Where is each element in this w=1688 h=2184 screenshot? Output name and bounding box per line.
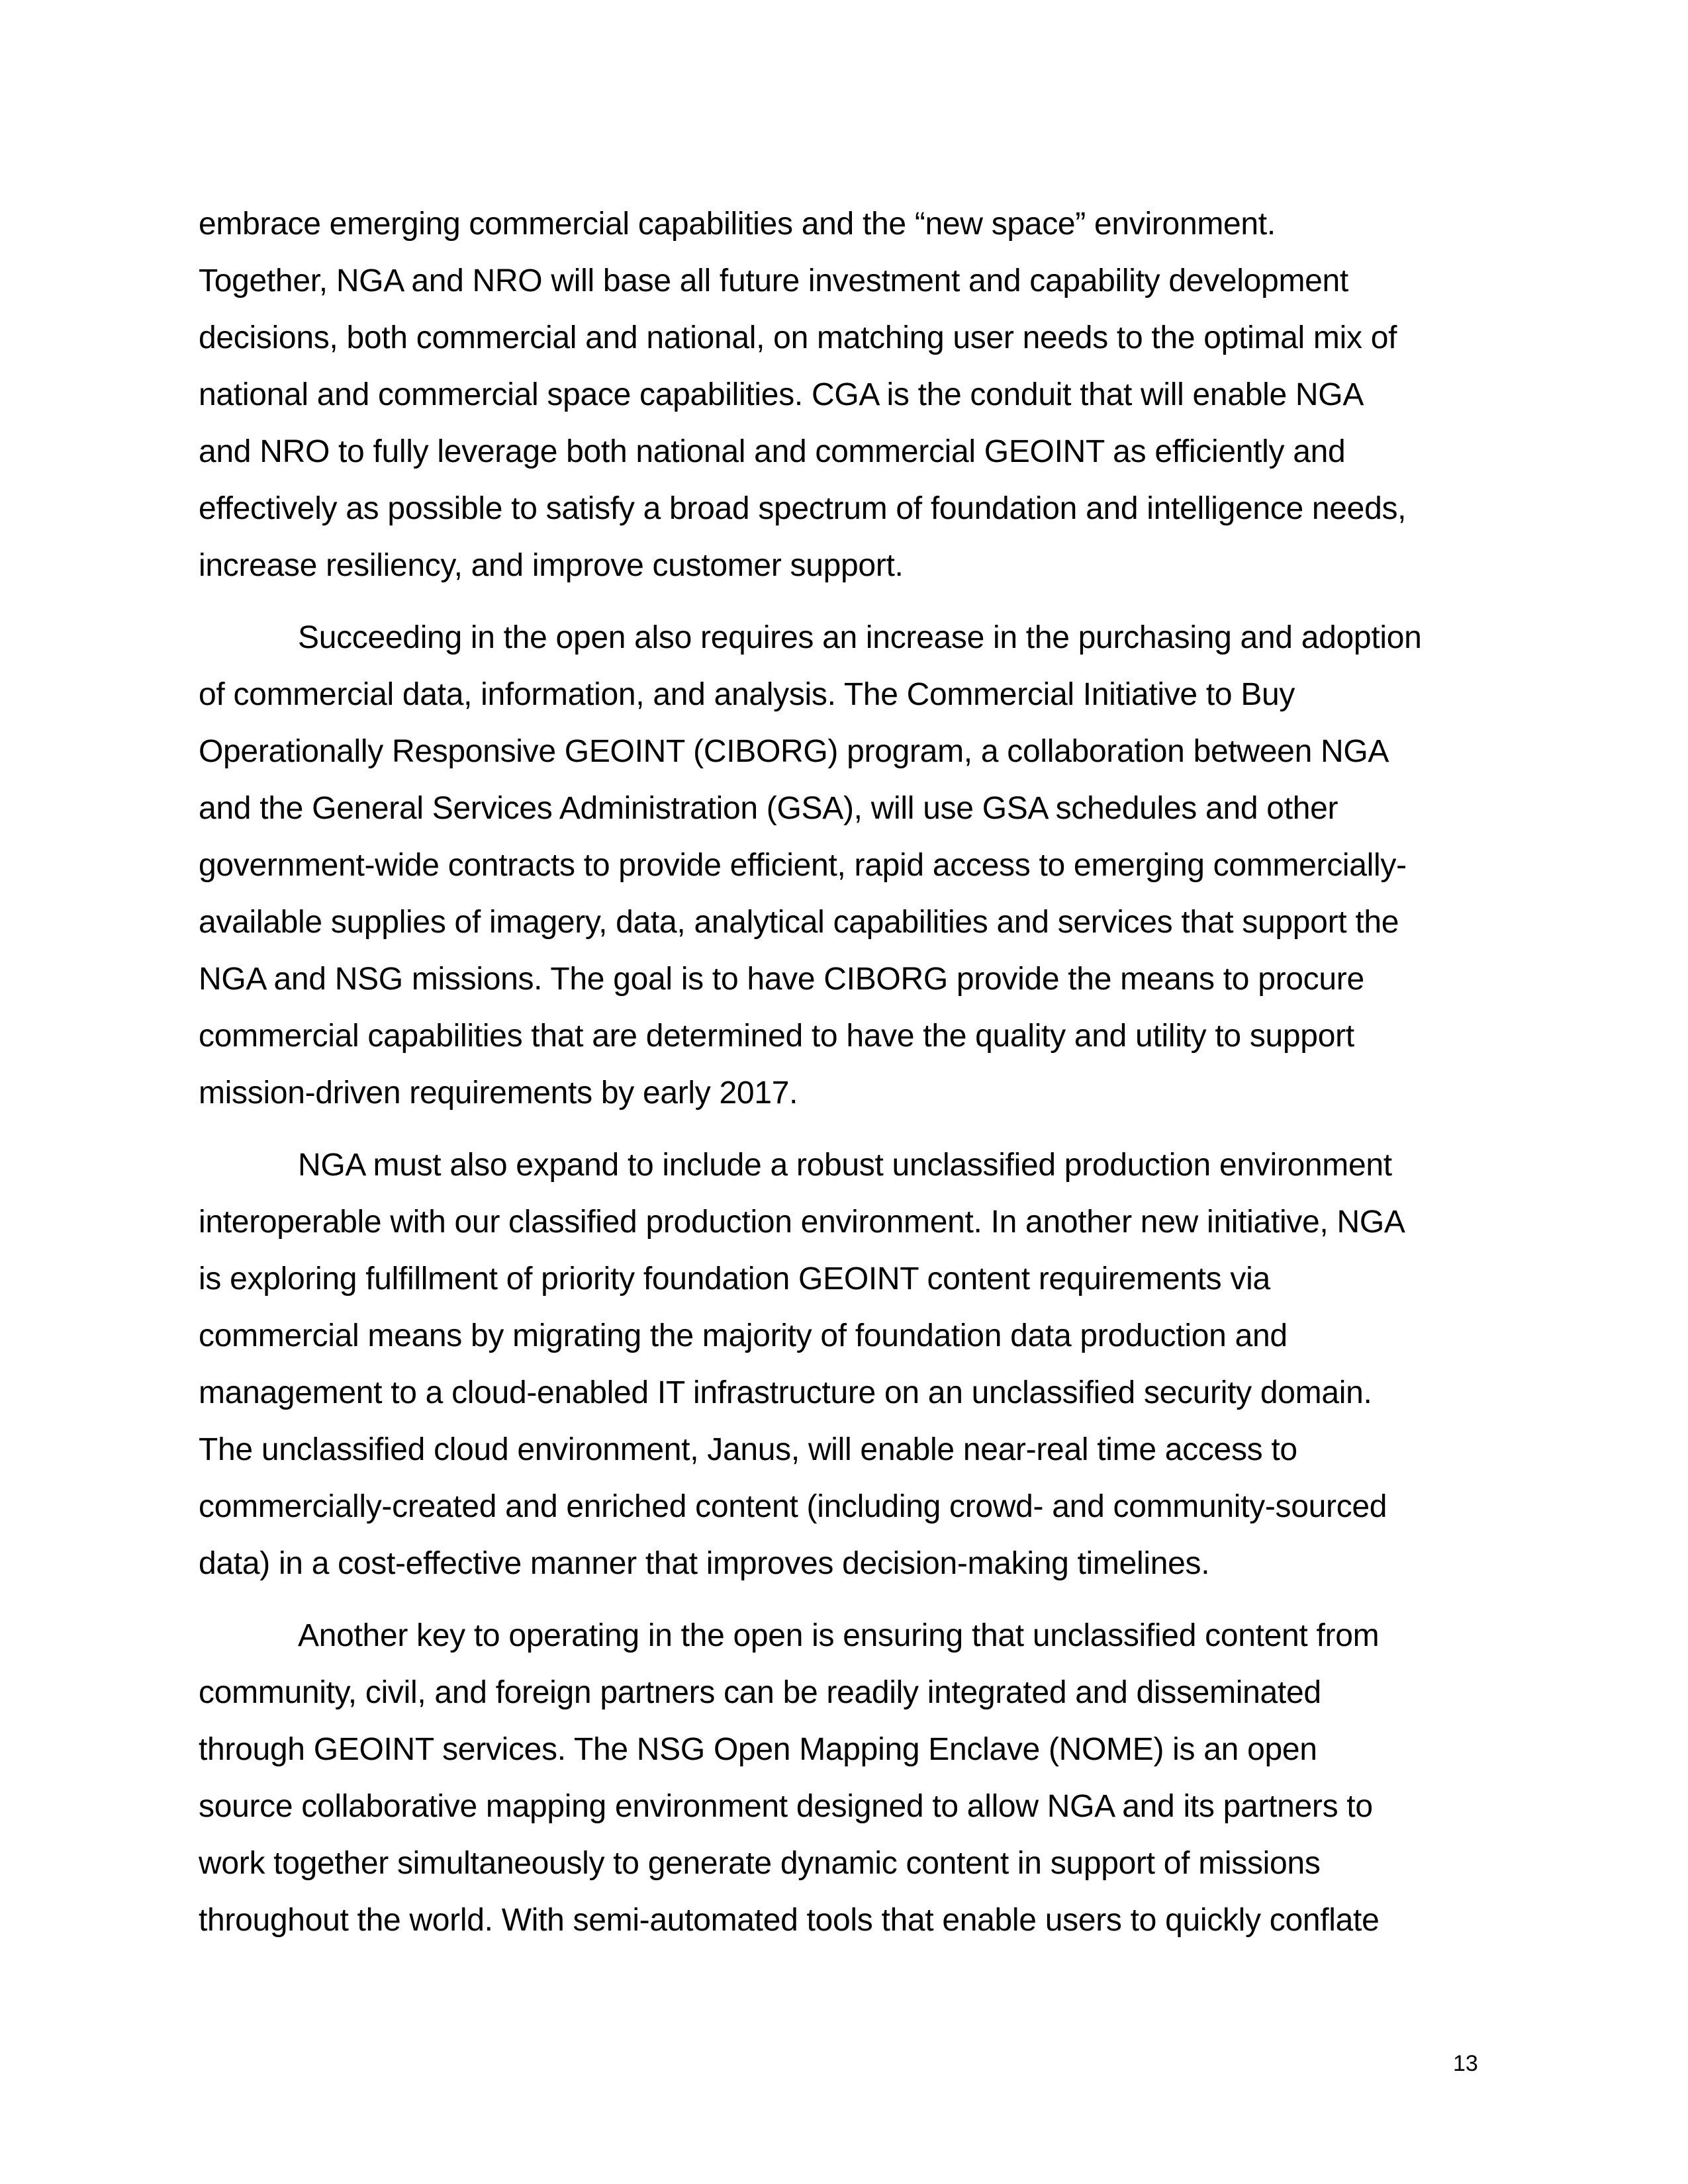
text-line: commercial means by migrating the majority of foundation data production and <box>199 1318 1288 1353</box>
text-line: and the General Services Administration (GSA), will use GSA schedules and other <box>199 791 1338 826</box>
text-line: of commercial data, information, and analysis. The Commercial Initiative to Buy <box>199 677 1295 712</box>
paragraph-1 <box>199 196 1496 594</box>
text-line: embrace emerging commercial capabilities and the “new space” environment. <box>199 206 1276 242</box>
text-line: increase resiliency, and improve customer support. <box>199 548 904 583</box>
page-number: 13 <box>1453 2051 1478 2076</box>
text-line: through GEOINT services. The NSG Open Mapping Enclave (NOME) is an open <box>199 1732 1317 1767</box>
text-line: is exploring fulfillment of priority foundation GEOINT content requirements via <box>199 1261 1270 1297</box>
text-line: Together, NGA and NRO will base all future investment and capability development <box>199 263 1348 298</box>
text-line: The unclassified cloud environment, Janus, will enable near-real time access to <box>199 1432 1297 1467</box>
text-line: commercially-created and enriched content (including crowd- and community-sourced <box>199 1489 1387 1524</box>
text-line: effectively as possible to satisfy a broad spectrum of foundation and intelligence needs, <box>199 491 1407 526</box>
text-line: data) in a cost-effective manner that improves decision-making timelines. <box>199 1546 1210 1581</box>
body-text <box>199 196 1496 1964</box>
text-line: community, civil, and foreign partners can be readily integrated and disseminated <box>199 1675 1321 1710</box>
text-line: NGA and NSG missions. The goal is to have CIBORG provide the means to procure <box>199 962 1364 997</box>
text-line: Another key to operating in the open is ensuring that unclassified content from <box>298 1618 1380 1653</box>
text-line: Succeeding in the open also requires an increase in the purchasing and adoption <box>298 620 1422 655</box>
paragraph-4 <box>199 1608 1496 1949</box>
text-line: national and commercial space capabilities. CGA is the conduit that will enable NGA <box>199 377 1364 412</box>
text-line: mission-driven requirements by early 2017. <box>199 1075 798 1111</box>
text-line: work together simultaneously to generate dynamic content in support of missions <box>199 1846 1321 1881</box>
text-line: interoperable with our classified production environment. In another new initiative, NGA <box>199 1205 1405 1240</box>
text-line: government-wide contracts to provide efficient, rapid access to emerging commercially- <box>199 848 1407 883</box>
text-line: available supplies of imagery, data, analytical capabilities and services that support the <box>199 905 1399 940</box>
text-line: source collaborative mapping environment designed to allow NGA and its partners to <box>199 1789 1373 1824</box>
text-line: Operationally Responsive GEOINT (CIBORG) program, a collaboration between NGA <box>199 734 1389 769</box>
paragraph-3 <box>199 1137 1496 1592</box>
text-line: and NRO to fully leverage both national and commercial GEOINT as efficiently and <box>199 434 1346 469</box>
text-line: management to a cloud-enabled IT infrastructure on an unclassified security domain. <box>199 1375 1372 1410</box>
paragraph-2 <box>199 610 1496 1122</box>
text-line: NGA must also expand to include a robust unclassified production environment <box>298 1148 1392 1183</box>
text-line: commercial capabilities that are determined to have the quality and utility to support <box>199 1019 1354 1054</box>
text-line: decisions, both commercial and national, on matching user needs to the optimal mix of <box>199 320 1397 355</box>
text-line: throughout the world. With semi-automated tools that enable users to quickly conflate <box>199 1903 1380 1938</box>
